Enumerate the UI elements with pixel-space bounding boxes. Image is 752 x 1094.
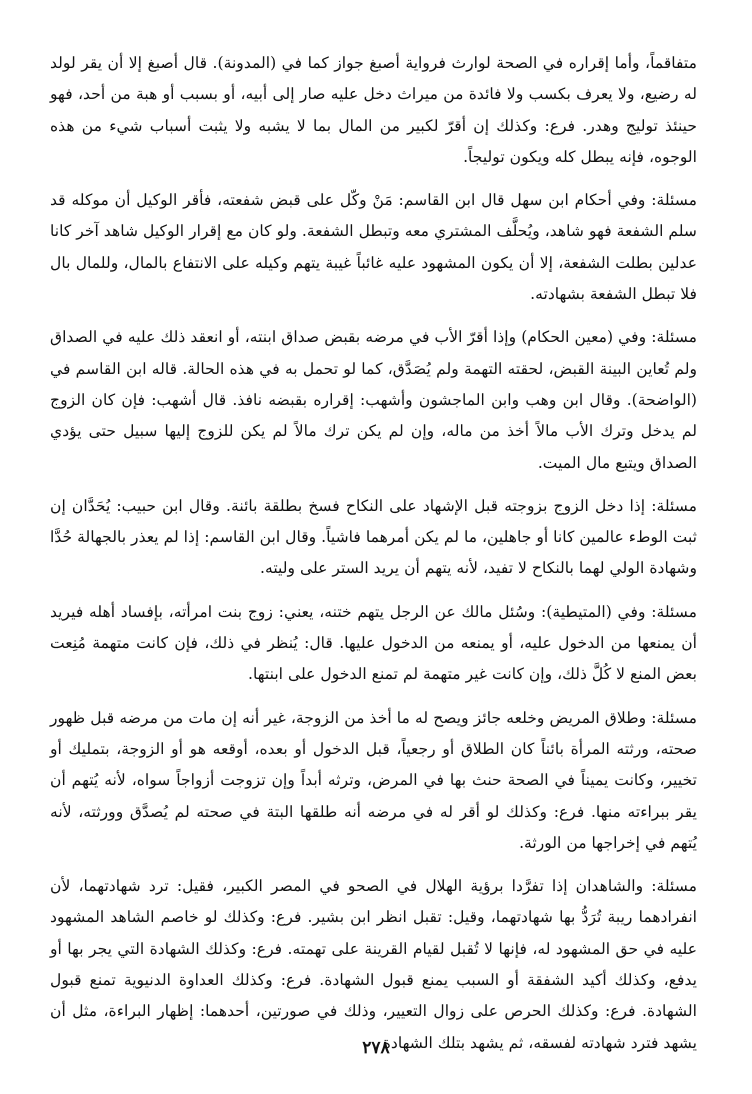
paragraph-mas-ala-khatan: مسئلة: وفي (المتيطية): وسُئل مالك عن الرجل يتهم ختنه، يعني: زوج بنت امرأته، بإفساد أهله فيريد أن يمنعها من الدخول عليه، أو يمنعه من الدخول عليها. قال: يُنظر في ذلك، فإن كانت متهمة مُنِعت بعض المنع لا كُلَّ ذلك، وإن كانت غير متهمة لم تمنع الدخول على ابنتها. [50,602,697,684]
page-number: ٢٧٨ [362,1038,390,1058]
body-text [50,48,697,1059]
paragraph-mas-ala-nikah: مسئلة: إذا دخل الزوج بزوجته قبل الإشهاد على النكاح فسخ بطلقة بائنة. وقال ابن حبيب: يُحَدَّان إن ثبت الوطء عالمين كانا أو جاهلين، ما لم يكن أمرهما فاشياً. وقال ابن القاسم: إذا لم يعذر بالجهالة حُدَّا وشهادة الولي لهما بالنكاح لا تفيد، لأنه يتهم أن يريد الستر على وليته. [50,496,697,578]
paragraph-continuation: متفاقماً، وأما إقراره في الصحة لوارث فرواية أصبغ جواز كما في (المدونة). قال أصبغ إلا أن يقر لولد له رضيع، ولا يعرف بكسب ولا فائدة من ميراث دخل عليه صار إلى أبيه، أو بسبب أو هبة من أحد، فهو حينئذ توليج وهدر. فرع: وكذلك إن أقرّ لكبير من المال بما لا يشبه ولا يثبت أسباب شيء من هذه الوجوه، فإنه يبطل كله ويكون توليجاً. [50,54,697,166]
paragraph-mas-ala-shuf-a: مسئلة: وفي أحكام ابن سهل قال ابن القاسم: مَنْ وكّل على قبض شفعته، فأقر الوكيل أن موكله قد سلم الشفعة فهو شاهد، ويُحلَّف المشتري معه وتبطل الشفعة. ولو كان مع إقرار الوكيل شاهد آخر كانا عدلين بطلت الشفعة، إلا أن يكون المشهود عليه غائباً غيبة يتهم وكيله على الانتفاع بالمال، وللمال بال فلا تبطل الشفعة بشهادته. [50,191,697,304]
paragraph-mas-ala-talaq: مسئلة: وطلاق المريض وخلعه جائز ويصح له ما أخذ من الزوجة، غير أنه إن مات من مرضه قبل ظهور صحته، ورثته المرأة بائناً كان الطلاق أو رجعياً، قبل الدخول أو بعده، أوقعه هو أو الزوجة، بتمليك أو تخيير، وكانت يميناً في الصحة حنث بها في المرض، وترثه أبداً وإن تزوجت أزواجاً سواه، لأنه يُتهم أن يقر ببراءته منها. فرع: وكذلك لو أقر له في مرضه أنه طلقها البتة في صحته لم يُصدَّق وورثته، لأنه يُتهم في إخراجها من الورثة. [50,708,697,852]
paragraph-mas-ala-shahada: مسئلة: والشاهدان إذا تفرَّدا برؤية الهلال في الصحو في المصر الكبير، فقيل: ترد شهادتهما، لأن انفرادهما ريبة تُرَدُّ بها شهادتهما، وقيل: تقبل انظر ابن بشير. فرع: وكذلك لو خاصم الشاهد المشهود عليه في حق المشهود له، فإنها لا تُقبل لقيام القرينة على تهمته. فرع: وكذلك الشهادة التي يجر بها أو يدفع، وكذلك أكيد الشفقة أو السبب يمنع قبول الشهادة. فرع: وكذلك العداوة الدنيوية تمنع قبول الشهادة. فرع: وكذلك الحرص على زوال التعيير، وذلك في صورتين، أحدهما: إظهار البراءة، مثل أن يشهد فترد شهادته لفسقه، ثم يشهد بتلك الشهادة [50,877,697,1052]
paragraph-mas-ala-sadaq: مسئلة: وفي (معين الحكام) وإذا أقرّ الأب في مرضه بقبض صداق ابنته، أو انعقد ذلك عليه في الصداق ولم تُعاين البينة القبض، لحقته التهمة ولم يُصَدَّق، كما لو تحمل به في هذه الحالة. قاله ابن القاسم في (الواضحة). وقال ابن وهب وابن الماجشون وأشهب: إقراره بقبضه نافذ. قال أشهب: فإن كان الزوج لم يدخل وترك الأب مالاً أخذ من ماله، وإن لم يكن ترك مالاً لم يكن للزوج إليها سبيل حتى يؤدي الصداق ويتبع مال الميت. [50,328,697,472]
